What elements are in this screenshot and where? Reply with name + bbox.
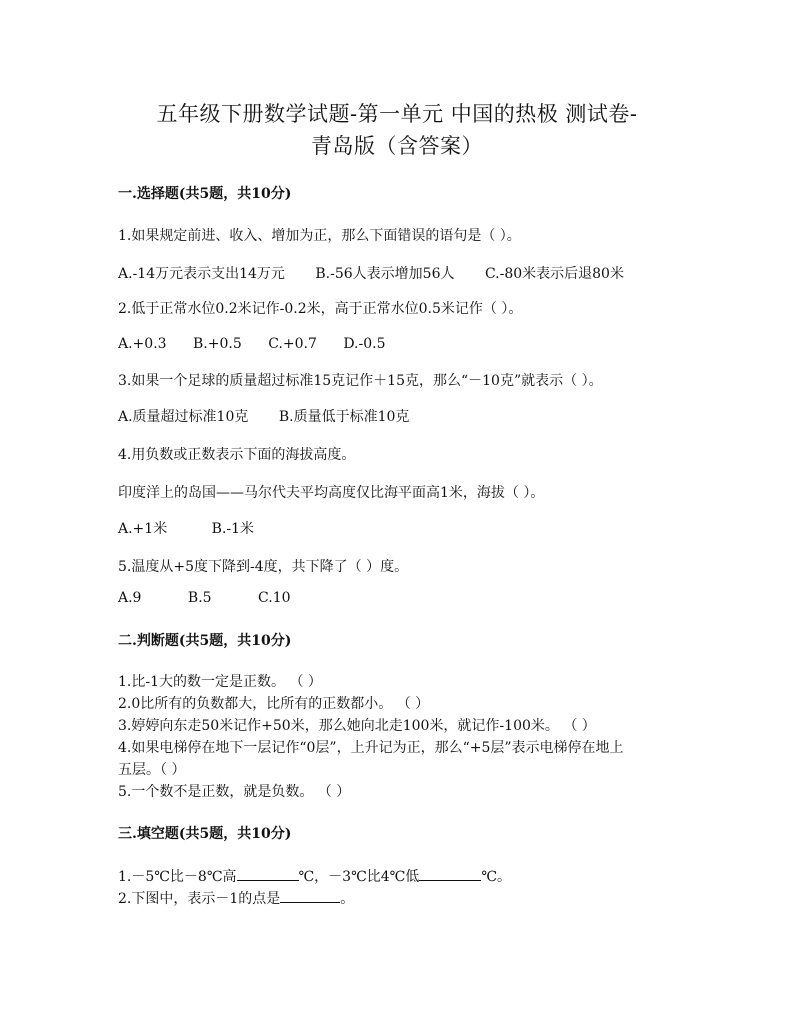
section3-heading: 三.填空题(共5题，共10分) bbox=[118, 826, 292, 842]
fill-blank-2[interactable] bbox=[419, 867, 481, 881]
judge-item-3: 3.婷婷向东走50米记作+50米，那么她向北走100米，就记作-100米。 （ ） bbox=[118, 718, 596, 734]
q4-text: 4.用负数或正数表示下面的海拔高度。 bbox=[118, 447, 356, 463]
q1-option-b: B.-56人表示增加56人 bbox=[315, 266, 455, 282]
q2-options bbox=[118, 336, 408, 352]
q3-options bbox=[118, 406, 435, 426]
q3-text: 3.如果一个足球的质量超过标准15克记作＋15克，那么“－10克”就表示（ ）。 bbox=[118, 373, 603, 389]
judge-item-2: 2.0比所有的负数都大，比所有的正数都小。 （ ） bbox=[118, 696, 430, 712]
q2-option-a: A.+0.3 bbox=[118, 336, 167, 352]
fill-q2-part1: 2.下图中，表示－1的点是 bbox=[118, 891, 281, 907]
judge-item-1: 1.比-1大的数一定是正数。 （ ） bbox=[118, 674, 322, 690]
q4-subtext: 印度洋上的岛国——马尔代夫平均高度仅比海平面高1米，海拔（ ）。 bbox=[118, 485, 545, 501]
fill-q1 bbox=[118, 866, 511, 886]
section2-heading: 二.判断题(共5题，共10分) bbox=[118, 633, 292, 649]
fill-q2-part2: 。 bbox=[340, 891, 355, 907]
fill-q1-part3: ℃。 bbox=[481, 869, 511, 885]
q2-option-b: B.+0.5 bbox=[193, 336, 242, 352]
judge-item-5: 5.一个数不是正数，就是负数。 （ ） bbox=[118, 784, 351, 800]
doc-title-line2: 青岛版（含答案） bbox=[311, 134, 483, 158]
judge-item-4-cont: 五层。（ ） bbox=[118, 762, 186, 778]
q4-option-a: A.+1米 bbox=[118, 521, 168, 537]
q3-option-a: A.质量超过标准10克 bbox=[118, 409, 249, 425]
fill-q2 bbox=[118, 888, 354, 908]
q5-text: 5.温度从+5度下降到-4度，共下降了（ ）度。 bbox=[118, 559, 409, 575]
q1-option-a: A.-14万元表示支出14万元 bbox=[118, 266, 285, 282]
q1-options bbox=[118, 263, 650, 283]
judge-item-4: 4.如果电梯停在地下一层记作“0层”，上升记为正，那么“+5层”表示电梯停在地上 bbox=[118, 740, 624, 756]
fill-blank-1[interactable] bbox=[237, 867, 299, 881]
q2-option-d: D.-0.5 bbox=[343, 336, 386, 352]
doc-title-line1: 五年级下册数学试题-第一单元 中国的热极 测试卷- bbox=[156, 102, 638, 126]
q1-text: 1.如果规定前进、收入、增加为正，那么下面错误的语句是（ ）。 bbox=[118, 228, 521, 244]
q3-option-b: B.质量低于标准10克 bbox=[278, 409, 410, 425]
q5-options bbox=[118, 590, 317, 606]
fill-blank-3[interactable] bbox=[280, 889, 340, 903]
q4-options bbox=[118, 518, 280, 538]
q5-option-b: B.5 bbox=[187, 590, 212, 606]
q2-option-c: C.+0.7 bbox=[268, 336, 317, 352]
q1-option-c: C.-80米表示后退80米 bbox=[484, 266, 624, 282]
fill-q1-part1: 1.－5℃比－8℃高 bbox=[118, 869, 237, 885]
fill-q1-part2: ℃，－3℃比4℃低 bbox=[298, 869, 420, 885]
section1-heading: 一.选择题(共5题，共10分) bbox=[118, 186, 292, 202]
q2-text: 2.低于正常水位0.2米记作-0.2米，高于正常水位0.5米记作（ ）。 bbox=[118, 301, 523, 317]
q5-option-c: C.10 bbox=[258, 590, 291, 606]
q5-option-a: A.9 bbox=[118, 590, 142, 606]
q4-option-b: B.-1米 bbox=[211, 521, 255, 537]
